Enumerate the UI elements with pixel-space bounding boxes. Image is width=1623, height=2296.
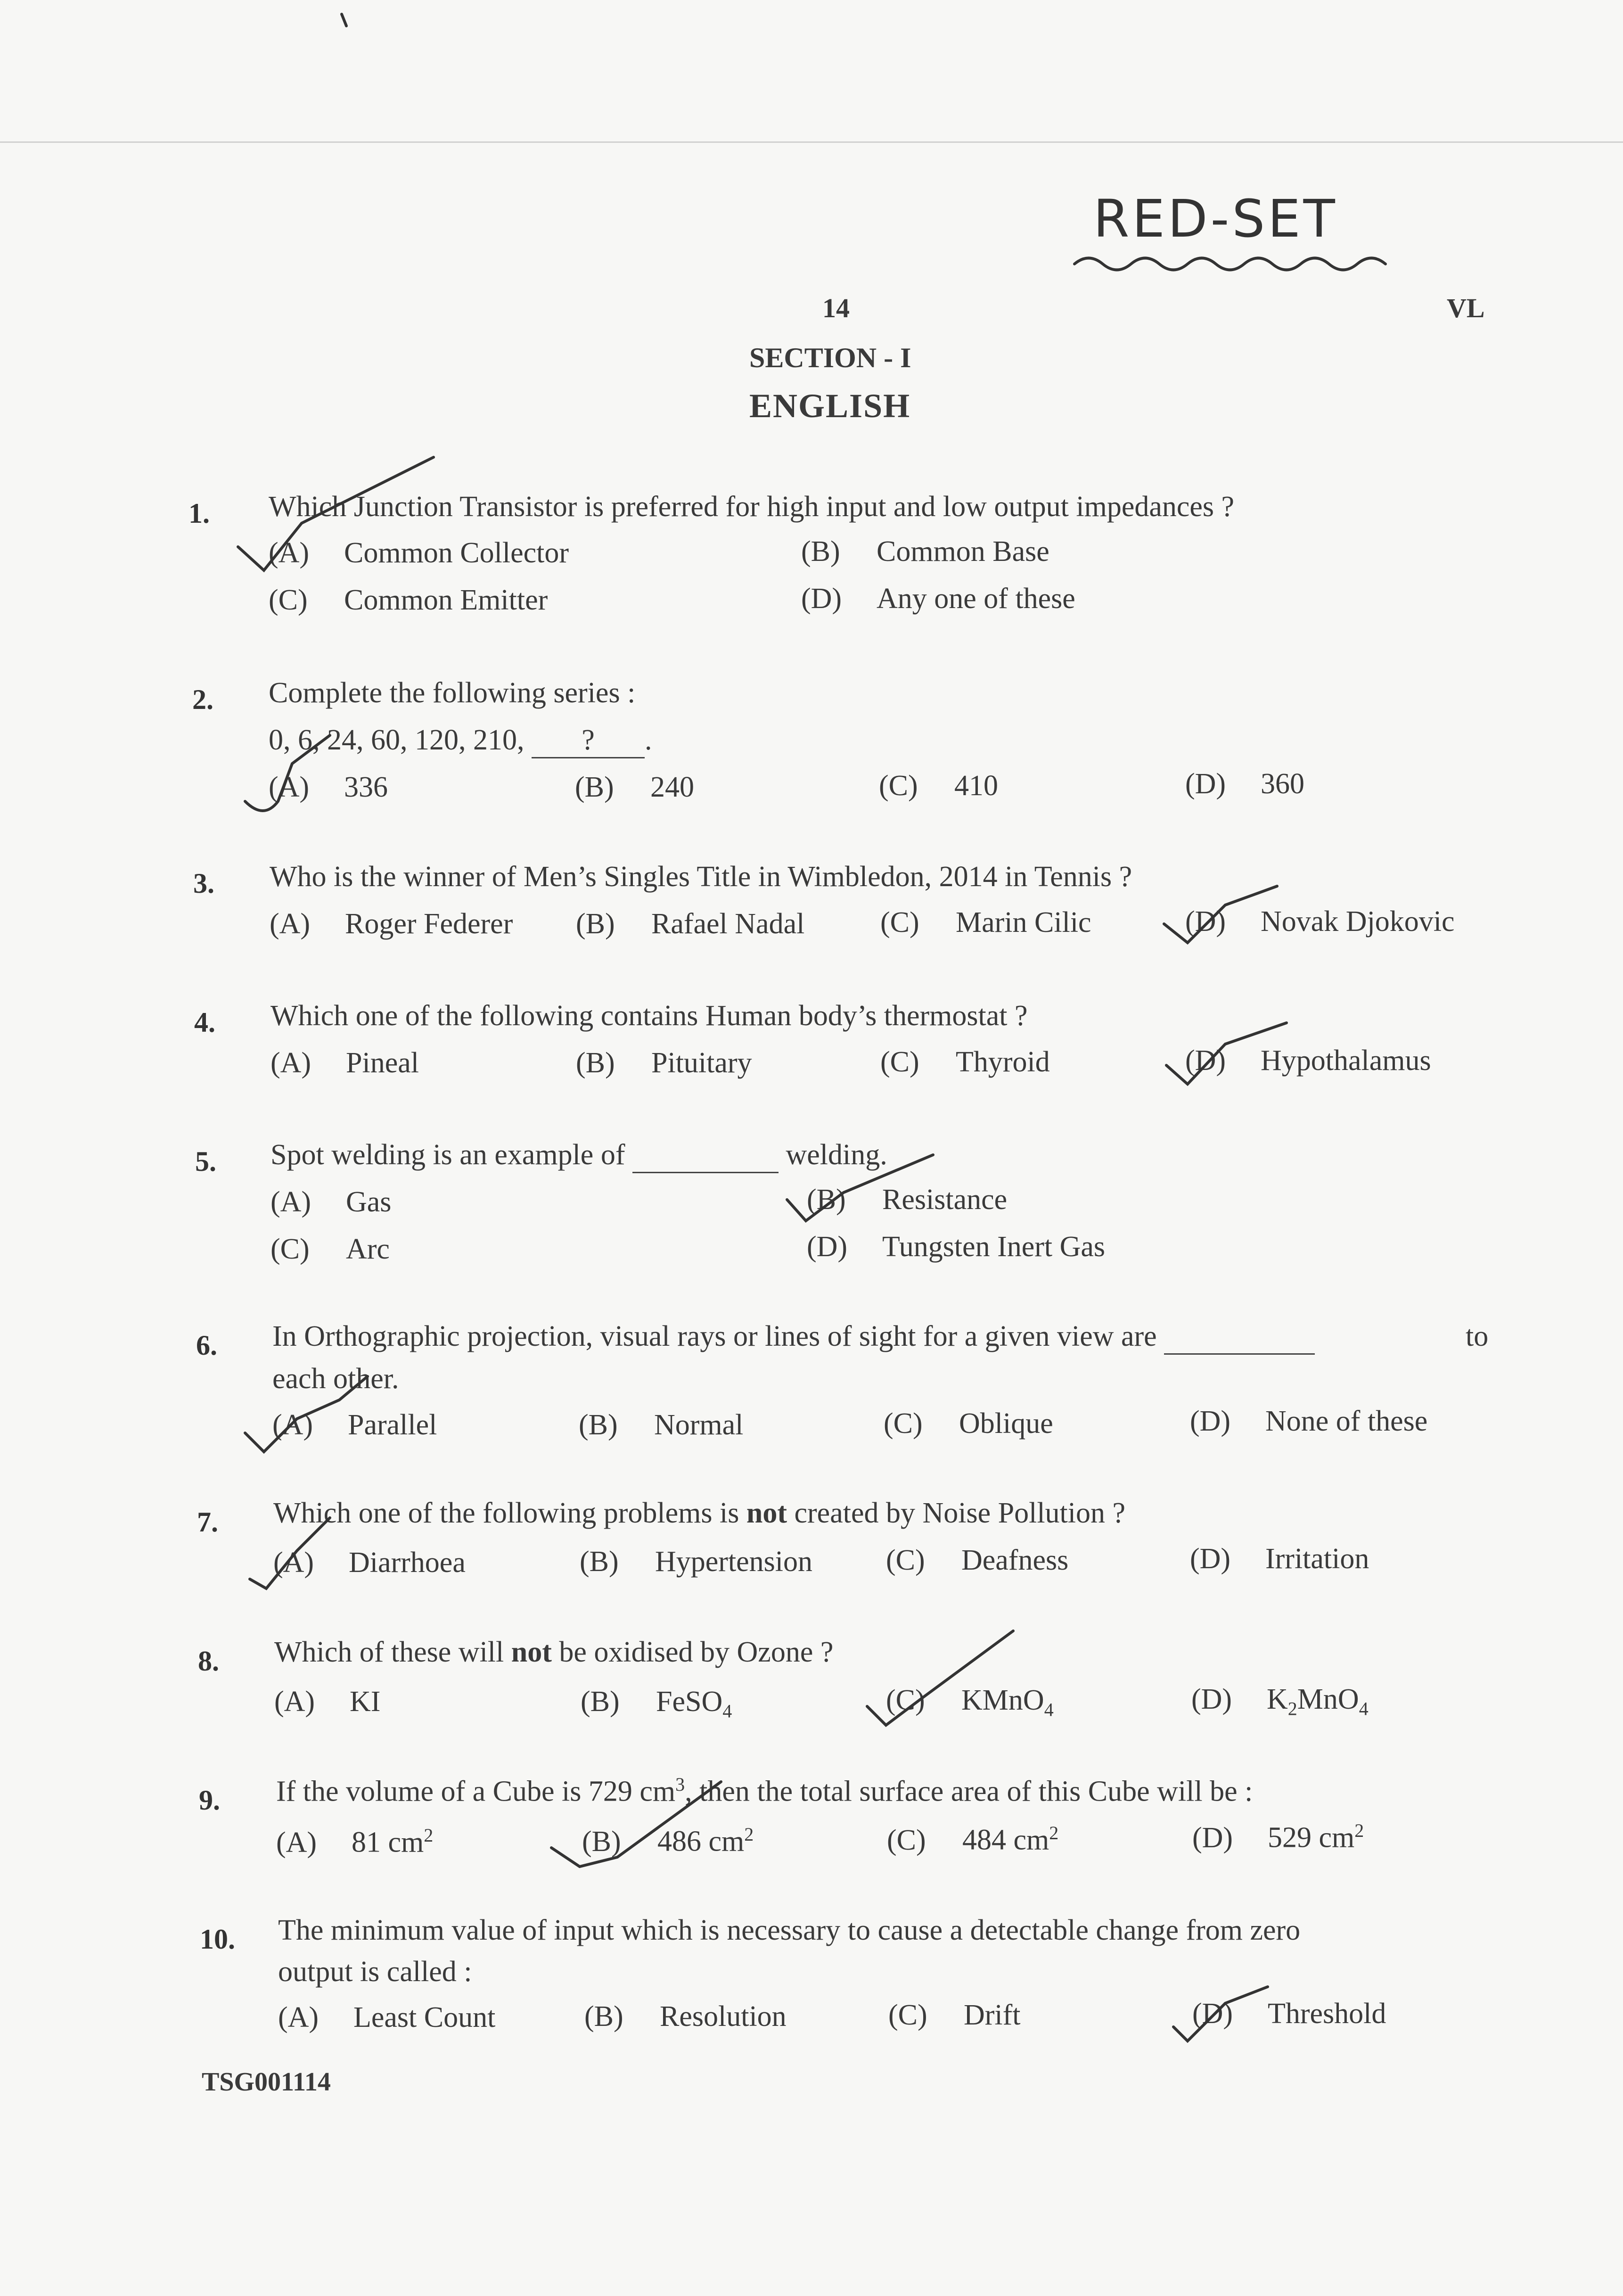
option-c bbox=[880, 906, 1091, 939]
option-label: (C) bbox=[888, 1999, 927, 2031]
stamp-underline-squiggle bbox=[1074, 258, 1385, 270]
option-b: (B) FeSO$_4$ bbox=[581, 1686, 732, 1722]
answer-blank bbox=[1164, 1320, 1315, 1355]
option-c: (C) 484 $cm^2$ bbox=[887, 1822, 1059, 1856]
footer-code: TSG001114 bbox=[202, 2067, 331, 2097]
option-label: (C) bbox=[884, 1407, 923, 1440]
option-c bbox=[884, 1407, 1053, 1440]
option-d bbox=[1190, 1542, 1369, 1576]
red-set-stamp: RED-SET bbox=[1093, 189, 1338, 249]
option-label: (B) bbox=[576, 1047, 615, 1079]
option-label: (C) bbox=[270, 1233, 310, 1265]
option-b bbox=[584, 2000, 787, 2033]
option-c bbox=[269, 584, 548, 617]
option-b bbox=[580, 1545, 812, 1579]
option-text: 486 cm bbox=[657, 1825, 745, 1858]
option-text: Thyroid bbox=[956, 1046, 1050, 1078]
option-c bbox=[879, 769, 998, 803]
option-a: (A) 81 $cm^2$ bbox=[276, 1825, 434, 1859]
question-text: Which of these will not be oxidised by Ozone ? bbox=[274, 1636, 834, 1668]
option-text: K bbox=[1267, 1683, 1288, 1715]
option-text: Common Emitter bbox=[344, 584, 548, 616]
option-label: (A) bbox=[276, 1826, 317, 1859]
option-label: (D) bbox=[1192, 1998, 1233, 2030]
question-text: Which one of the following contains Human body’s thermostat ? bbox=[270, 1000, 1028, 1032]
option-label: (A) bbox=[270, 908, 311, 940]
option-text: Normal bbox=[654, 1409, 744, 1441]
option-text: 336 bbox=[344, 771, 388, 803]
question-text: If the volume of a Cube is 729 $cm^3$, then the total surface area of this Cube will be : bbox=[276, 1774, 1253, 1808]
option-text: Oblique bbox=[959, 1407, 1053, 1440]
option-c bbox=[886, 1544, 1068, 1577]
option-text: 360 bbox=[1261, 768, 1304, 800]
option-label: (C) bbox=[269, 584, 308, 616]
option-a bbox=[270, 1046, 419, 1080]
section-heading: SECTION - I bbox=[749, 342, 911, 373]
option-label: (C) bbox=[886, 1544, 925, 1576]
option-text: Rafael Nadal bbox=[651, 908, 805, 940]
option-text: Gas bbox=[346, 1186, 392, 1218]
option-a bbox=[270, 907, 513, 941]
option-text: Marin Cilic bbox=[956, 906, 1091, 938]
option-label: (D) bbox=[1192, 1821, 1233, 1854]
option-text: Tungsten Inert Gas bbox=[882, 1231, 1106, 1263]
option-label: (D) bbox=[807, 1231, 848, 1263]
option-label: (A) bbox=[272, 1409, 313, 1441]
option-a bbox=[272, 1408, 437, 1442]
question-text: In Orthographic projection, visual rays or lines of sight for a given view are bbox=[272, 1320, 1315, 1355]
option-a bbox=[274, 1685, 380, 1719]
question-text: Which one of the following problems is not created by Noise Pollution ? bbox=[273, 1497, 1126, 1529]
option-label: (C) bbox=[880, 906, 919, 938]
option-d bbox=[1185, 905, 1455, 938]
option-text: Irritation bbox=[1265, 1543, 1369, 1575]
answer-blank bbox=[632, 1138, 779, 1173]
option-d: (D) 529 $cm^2$ bbox=[1192, 1820, 1364, 1854]
option-a bbox=[270, 1185, 391, 1219]
option-text: KMnO bbox=[961, 1684, 1044, 1716]
option-label: (B) bbox=[581, 1686, 620, 1718]
scan-speck bbox=[342, 14, 346, 26]
option-a bbox=[273, 1546, 466, 1580]
option-label: (B) bbox=[576, 908, 615, 940]
option-b bbox=[801, 535, 1049, 568]
option-b bbox=[575, 771, 694, 804]
option-label: (C) bbox=[880, 1046, 919, 1078]
option-text: Roger Federer bbox=[345, 908, 513, 940]
question-number: 3. bbox=[193, 868, 214, 899]
option-label: (D) bbox=[801, 583, 842, 615]
option-c bbox=[270, 1233, 390, 1266]
option-label: (B) bbox=[580, 1546, 619, 1578]
option-text: Resolution bbox=[660, 2000, 787, 2033]
option-text: Resistance bbox=[882, 1184, 1008, 1216]
set-code: VL bbox=[1447, 293, 1485, 323]
option-text: KI bbox=[350, 1686, 381, 1718]
option-text: Pituitary bbox=[651, 1047, 752, 1079]
option-label: (D) bbox=[1190, 1543, 1231, 1575]
option-label: (A) bbox=[273, 1547, 314, 1579]
question-number: 8. bbox=[198, 1646, 219, 1677]
option-d bbox=[801, 582, 1075, 616]
option-label: (A) bbox=[278, 2001, 319, 2033]
question-number: 6. bbox=[196, 1330, 217, 1361]
option-c bbox=[888, 1999, 1021, 2032]
option-label: (D) bbox=[1185, 1045, 1226, 1077]
page-number: 14 bbox=[822, 293, 850, 323]
option-text: Least Count bbox=[353, 2001, 496, 2033]
option-d bbox=[1190, 1405, 1427, 1438]
option-text: Parallel bbox=[348, 1409, 437, 1441]
option-c bbox=[880, 1045, 1050, 1079]
option-b bbox=[576, 907, 804, 941]
question-text: Complete the following series : bbox=[269, 677, 636, 709]
option-label: (A) bbox=[270, 1047, 311, 1079]
option-text: Arc bbox=[346, 1233, 390, 1265]
option-label: (B) bbox=[579, 1409, 618, 1441]
option-text: Diarrhoea bbox=[349, 1547, 466, 1579]
question-number: 4. bbox=[194, 1007, 215, 1038]
option-text: Pineal bbox=[346, 1047, 419, 1079]
option-d bbox=[1192, 1997, 1386, 2031]
option-label: (D) bbox=[1185, 905, 1226, 938]
scan-edge-line bbox=[0, 141, 1623, 143]
option-label: (B) bbox=[807, 1184, 846, 1216]
option-text: Novak Djokovic bbox=[1261, 905, 1455, 938]
option-d bbox=[807, 1230, 1105, 1264]
option-label: (B) bbox=[582, 1825, 621, 1858]
option-a bbox=[269, 536, 569, 570]
option-label: (A) bbox=[269, 537, 310, 569]
question-text-line2: output is called : bbox=[278, 1956, 472, 1988]
option-text: Any one of these bbox=[877, 583, 1075, 615]
question-text: Which Junction Transistor is preferred for high input and low output impedances ? bbox=[269, 491, 1235, 523]
question-text: The minimum value of input which is necessary to cause a detectable change from zero bbox=[278, 1914, 1301, 1946]
option-label: (B) bbox=[575, 771, 614, 803]
option-text: 81 cm bbox=[352, 1826, 424, 1859]
series-values: 0, 6, 24, 60, 120, 210, ? . bbox=[269, 724, 652, 758]
option-b bbox=[807, 1183, 1007, 1217]
option-label: (C) bbox=[886, 1684, 925, 1716]
option-b bbox=[579, 1408, 743, 1442]
option-label: (C) bbox=[879, 770, 918, 802]
subject-heading: ENGLISH bbox=[749, 387, 911, 425]
option-label: (A) bbox=[269, 771, 310, 803]
option-b: (B) 486 $cm^2$ bbox=[582, 1824, 754, 1858]
option-text: Threshold bbox=[1268, 1998, 1386, 2030]
question-number: 7. bbox=[197, 1506, 218, 1538]
option-text: Hypothalamus bbox=[1261, 1045, 1431, 1077]
option-text: Deafness bbox=[961, 1544, 1069, 1576]
option-text: 240 bbox=[650, 771, 694, 803]
question-text: Spot welding is an example of welding. bbox=[270, 1138, 887, 1173]
option-text: 410 bbox=[954, 770, 998, 802]
question-number: 9. bbox=[199, 1785, 220, 1816]
option-label: (B) bbox=[801, 535, 840, 568]
option-text: Common Collector bbox=[344, 537, 569, 569]
question-text-line2: each other. bbox=[272, 1363, 399, 1395]
option-text: Hypertension bbox=[655, 1546, 813, 1578]
question-number: 5. bbox=[195, 1146, 216, 1177]
question-number: 10. bbox=[200, 1924, 235, 1955]
option-text: None of these bbox=[1265, 1405, 1428, 1437]
option-label: (B) bbox=[584, 2000, 623, 2033]
option-a bbox=[278, 2001, 495, 2034]
option-label: (D) bbox=[1185, 768, 1226, 800]
option-label: (C) bbox=[887, 1824, 926, 1856]
option-d: (D) $K_2MnO_4$ bbox=[1191, 1683, 1369, 1720]
answer-blank: ? bbox=[532, 724, 645, 758]
option-d bbox=[1185, 767, 1304, 801]
option-label: (A) bbox=[274, 1686, 315, 1718]
option-label: (A) bbox=[270, 1186, 311, 1218]
option-text: 484 cm bbox=[962, 1824, 1049, 1856]
question-number: 1. bbox=[189, 498, 210, 529]
option-text: Common Base bbox=[877, 535, 1049, 568]
option-c: (C) KMnO$_4$ bbox=[886, 1684, 1054, 1720]
option-label: (D) bbox=[1190, 1405, 1231, 1437]
question-text: Who is the winner of Men’s Singles Title in Wimbledon, 2014 in Tennis ? bbox=[270, 861, 1132, 893]
question-number: 2. bbox=[192, 684, 213, 715]
option-b bbox=[576, 1046, 752, 1080]
option-text: 529 cm bbox=[1268, 1821, 1355, 1854]
option-d bbox=[1185, 1044, 1431, 1078]
option-a bbox=[269, 771, 388, 804]
option-label: (D) bbox=[1191, 1683, 1232, 1715]
option-text: Drift bbox=[964, 1999, 1021, 2031]
option-text: FeSO bbox=[656, 1686, 723, 1718]
question-text-trailing: to bbox=[1466, 1320, 1489, 1352]
